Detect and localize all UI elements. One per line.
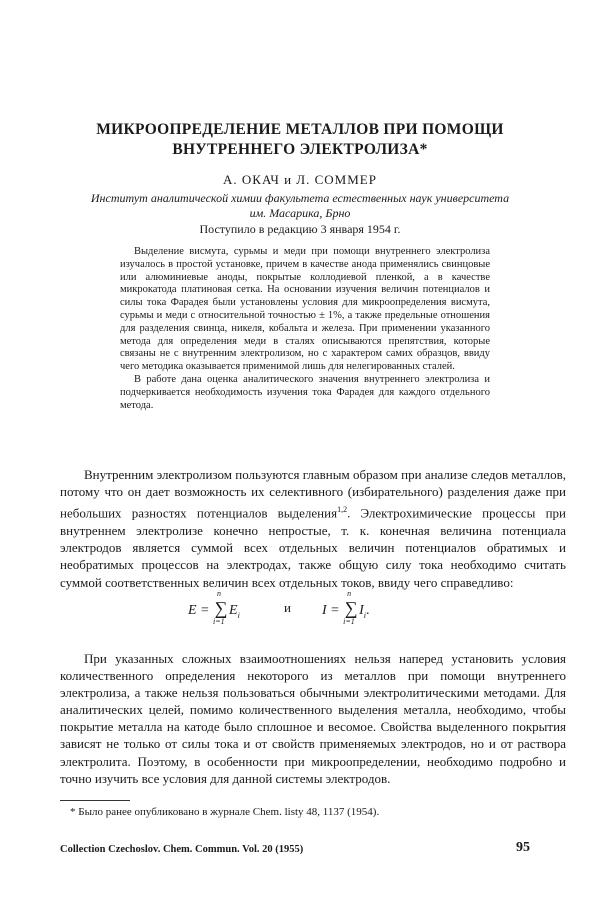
formula-period: . bbox=[366, 603, 370, 618]
abstract bbox=[120, 246, 490, 412]
sum-upper-limit: n bbox=[217, 589, 221, 598]
sum-symbol: ∑ n i=1 bbox=[343, 589, 358, 626]
footnote: * Было ранее опубликовано в журнале Chem. listy 48, 1137 (1954). bbox=[70, 806, 380, 818]
paragraph-text: При указанных сложных взаимоотношениях нельзя наперед установить условия количественного определения некоторого из металлов при помощи внутреннего электролиза, а также нельзя пользоваться обычными электролитическими методами. Для аналитических целей, помимо количественного выделения металла, необходимо, чтобы покрытие металла на катоде было сплошное и весомое. Свойства выделенного покрытия зависят не только от силы тока и от свойств применяемых электродов, но и от раствора электролита. Поэтому, в особенности при микроопределении, необходимо подробно и точно изучить все условия для данной системы электродов. bbox=[60, 651, 566, 786]
footnote-rule bbox=[60, 800, 130, 801]
sum-lower-limit: i=1 bbox=[213, 617, 225, 626]
page-number: 95 bbox=[516, 840, 530, 855]
formula-sum-i bbox=[322, 589, 370, 626]
reference-marker: 1,2 bbox=[337, 504, 348, 514]
paragraph-text-part: . Электрохимические процессы при внутреннем электролизе конечно непростые, т. к. конечная величина потенциала электродов является суммой всех отдельных величин потенциалов обратимых и необратимых процессов на электродах, также общую силу тока необходимо считать суммой соответственных величин всех отдельных токов, ввиду чего справедливо: bbox=[60, 505, 566, 590]
formula-term: E bbox=[229, 603, 238, 618]
sum-upper-limit: n bbox=[347, 589, 352, 598]
abstract-paragraph: Выделение висмута, сурьмы и меди при помощи внутреннего электролиза изучалось в простой установке, причем в качестве анода применялись свинцовые или алюминиевые аноды, покрытые коллодиевой пленкой, а в качестве микрокатода платиновая сетка. На основании изучения величин потенциалов и силы тока Фарадея были установлены условия для микроопределения висмута, сурьмы и меди с относительной точностью ± 1%, а также предельные отношения для разделения свинца, никеля, кобальта и железа. При применении указанного метода для определения меди в сталях описываются препятствия, которые связаны не с внутренним электролизом, но с характером самих образцов, ввиду чего методика оказывается применимой лишь для нелегированных сталей. bbox=[120, 246, 490, 373]
authors: А. ОКАЧ и Л. СОММЕР bbox=[223, 172, 377, 187]
formula bbox=[60, 590, 566, 634]
sum-lower-limit: i=1 bbox=[343, 617, 355, 626]
sum-symbol: ∑ n i=1 bbox=[213, 589, 228, 626]
article-title bbox=[60, 120, 540, 160]
body-paragraph-1 bbox=[60, 466, 566, 591]
formula-conjunction: и bbox=[284, 600, 291, 615]
formula-lhs: E = bbox=[188, 603, 210, 618]
abstract-paragraph: В работе дана оценка аналитического значения внутреннего электролиза и подчеркивается необходимость изучения тока Фарадея для каждого отдельного метода. bbox=[120, 373, 490, 411]
formula-sum-e bbox=[188, 589, 240, 626]
paragraph-text-part: Внутренним электролизом пользуются главным образом при анализе следов металлов, потому что он дает возможность их селективного (избирательного) разделения даже при небольших разностях потенциалов выделения bbox=[60, 467, 566, 521]
formula-term: I bbox=[359, 603, 364, 618]
received-date: Поступило в редакцию 3 января 1954 г. bbox=[199, 222, 401, 236]
paragraph-text bbox=[60, 466, 566, 591]
affiliation-line: им. Масарика, Брно bbox=[249, 206, 351, 220]
formula-lhs: I = bbox=[322, 603, 340, 618]
body-paragraph-2 bbox=[60, 650, 566, 787]
title-line: ВНУТРЕННЕГО ЭЛЕКТРОЛИЗА* bbox=[172, 141, 428, 158]
formula-index: i bbox=[363, 610, 367, 620]
formula-index: i bbox=[237, 610, 240, 620]
title-line: МИКРООПРЕДЕЛЕНИЕ МЕТАЛЛОВ ПРИ ПОМОЩИ bbox=[96, 121, 504, 138]
journal-footer: Collection Czechoslov. Chem. Commun. Vol. 20 (1955) bbox=[60, 844, 304, 855]
affiliation bbox=[20, 191, 580, 221]
affiliation-line: Институт аналитической химии факультета естественных наук университета bbox=[90, 191, 510, 205]
